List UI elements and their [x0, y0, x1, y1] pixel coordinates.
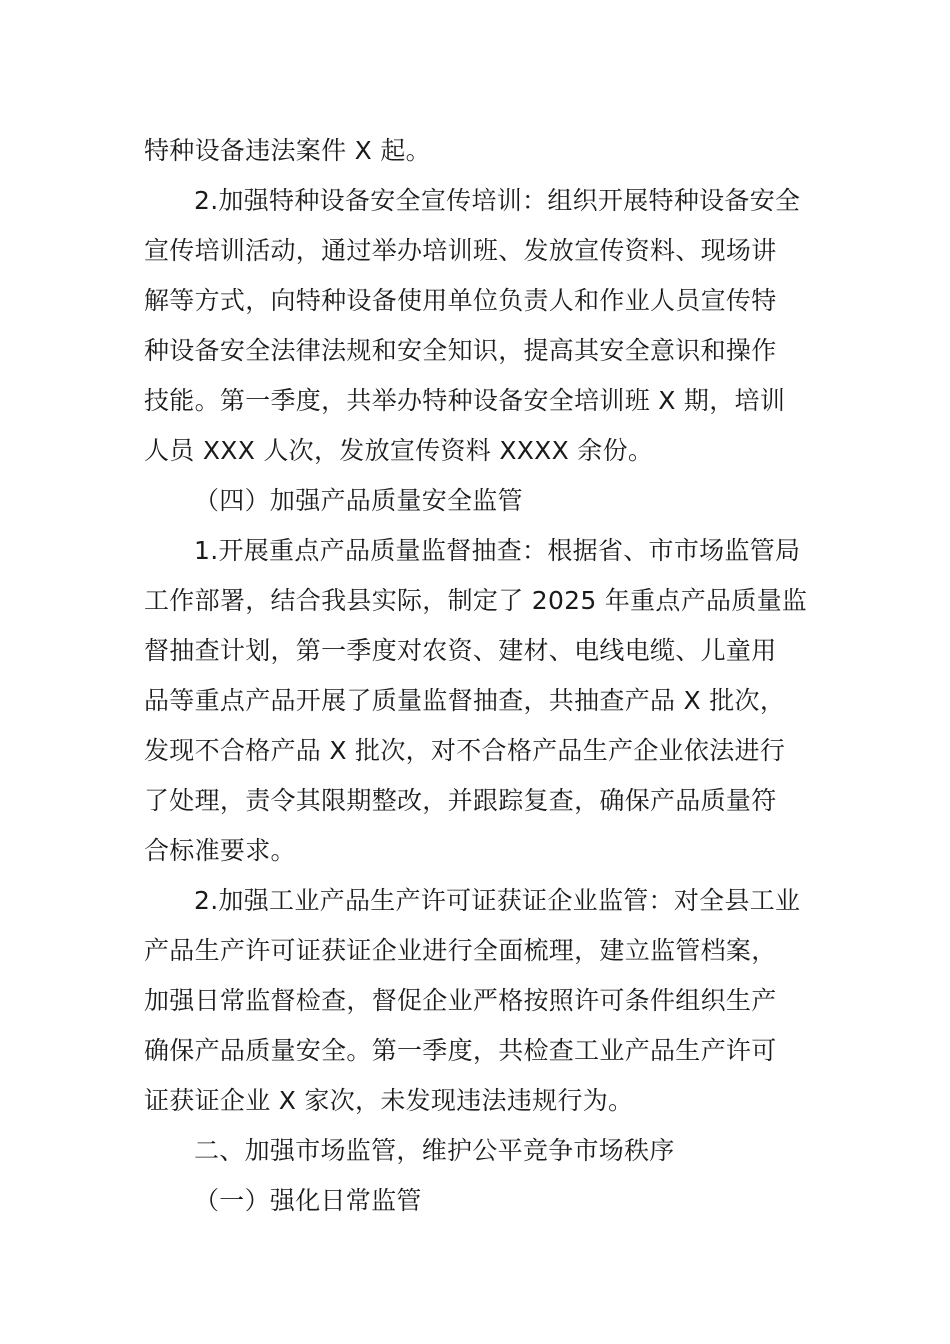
paragraph-line-11: 督抽查计划，第一季度对农资、建材、电线电缆、儿童用	[144, 636, 777, 665]
paragraph-line-5: 种设备安全法律法规和安全知识，提高其安全意识和操作	[144, 336, 777, 365]
paragraph-line-18: 加强日常监督检查，督促企业严格按照许可条件组织生产	[144, 986, 777, 1015]
paragraph-line-16: 2.加强工业产品生产许可证获证企业监管：对全县工业	[194, 886, 801, 915]
paragraph-line-12: 品等重点产品开展了质量监督抽查，共抽查产品 X 批次，	[144, 686, 786, 715]
paragraph-line-20: 证获证企业 X 家次，未发现违法违规行为。	[144, 1086, 634, 1115]
paragraph-line-6: 技能。第一季度，共举办特种设备安全培训班 X 期，培训	[144, 386, 786, 415]
paragraph-line-13: 发现不合格产品 X 批次，对不合格产品生产企业依法进行	[144, 736, 786, 765]
section-heading-1: （一）强化日常监管	[194, 1186, 422, 1215]
paragraph-line-17: 产品生产许可证获证企业进行全面梳理，建立监管档案，	[144, 936, 777, 965]
paragraph-line-1: 特种设备违法案件 X 起。	[144, 136, 431, 165]
paragraph-line-7: 人员 XXX 人次，发放宣传资料 XXXX 余份。	[144, 436, 654, 465]
section-heading-4: （四）加强产品质量安全监管	[194, 486, 523, 515]
paragraph-line-14: 了处理，责令其限期整改，并跟踪复查，确保产品质量符	[144, 786, 777, 815]
paragraph-line-9: 1.开展重点产品质量监督抽查：根据省、市市场监管局	[194, 536, 801, 565]
paragraph-line-15: 合标准要求。	[144, 836, 296, 865]
paragraph-line-19: 确保产品质量安全。第一季度，共检查工业产品生产许可	[144, 1036, 777, 1065]
paragraph-line-4: 解等方式，向特种设备使用单位负责人和作业人员宣传特	[144, 286, 777, 315]
paragraph-line-3: 宣传培训活动，通过举办培训班、发放宣传资料、现场讲	[144, 236, 777, 265]
chapter-heading-2: 二、加强市场监管，维护公平竞争市场秩序	[194, 1136, 675, 1165]
paragraph-line-2: 2.加强特种设备安全宣传培训：组织开展特种设备安全	[194, 186, 801, 215]
paragraph-line-10: 工作部署，结合我县实际，制定了 2025 年重点产品质量监	[144, 586, 808, 615]
